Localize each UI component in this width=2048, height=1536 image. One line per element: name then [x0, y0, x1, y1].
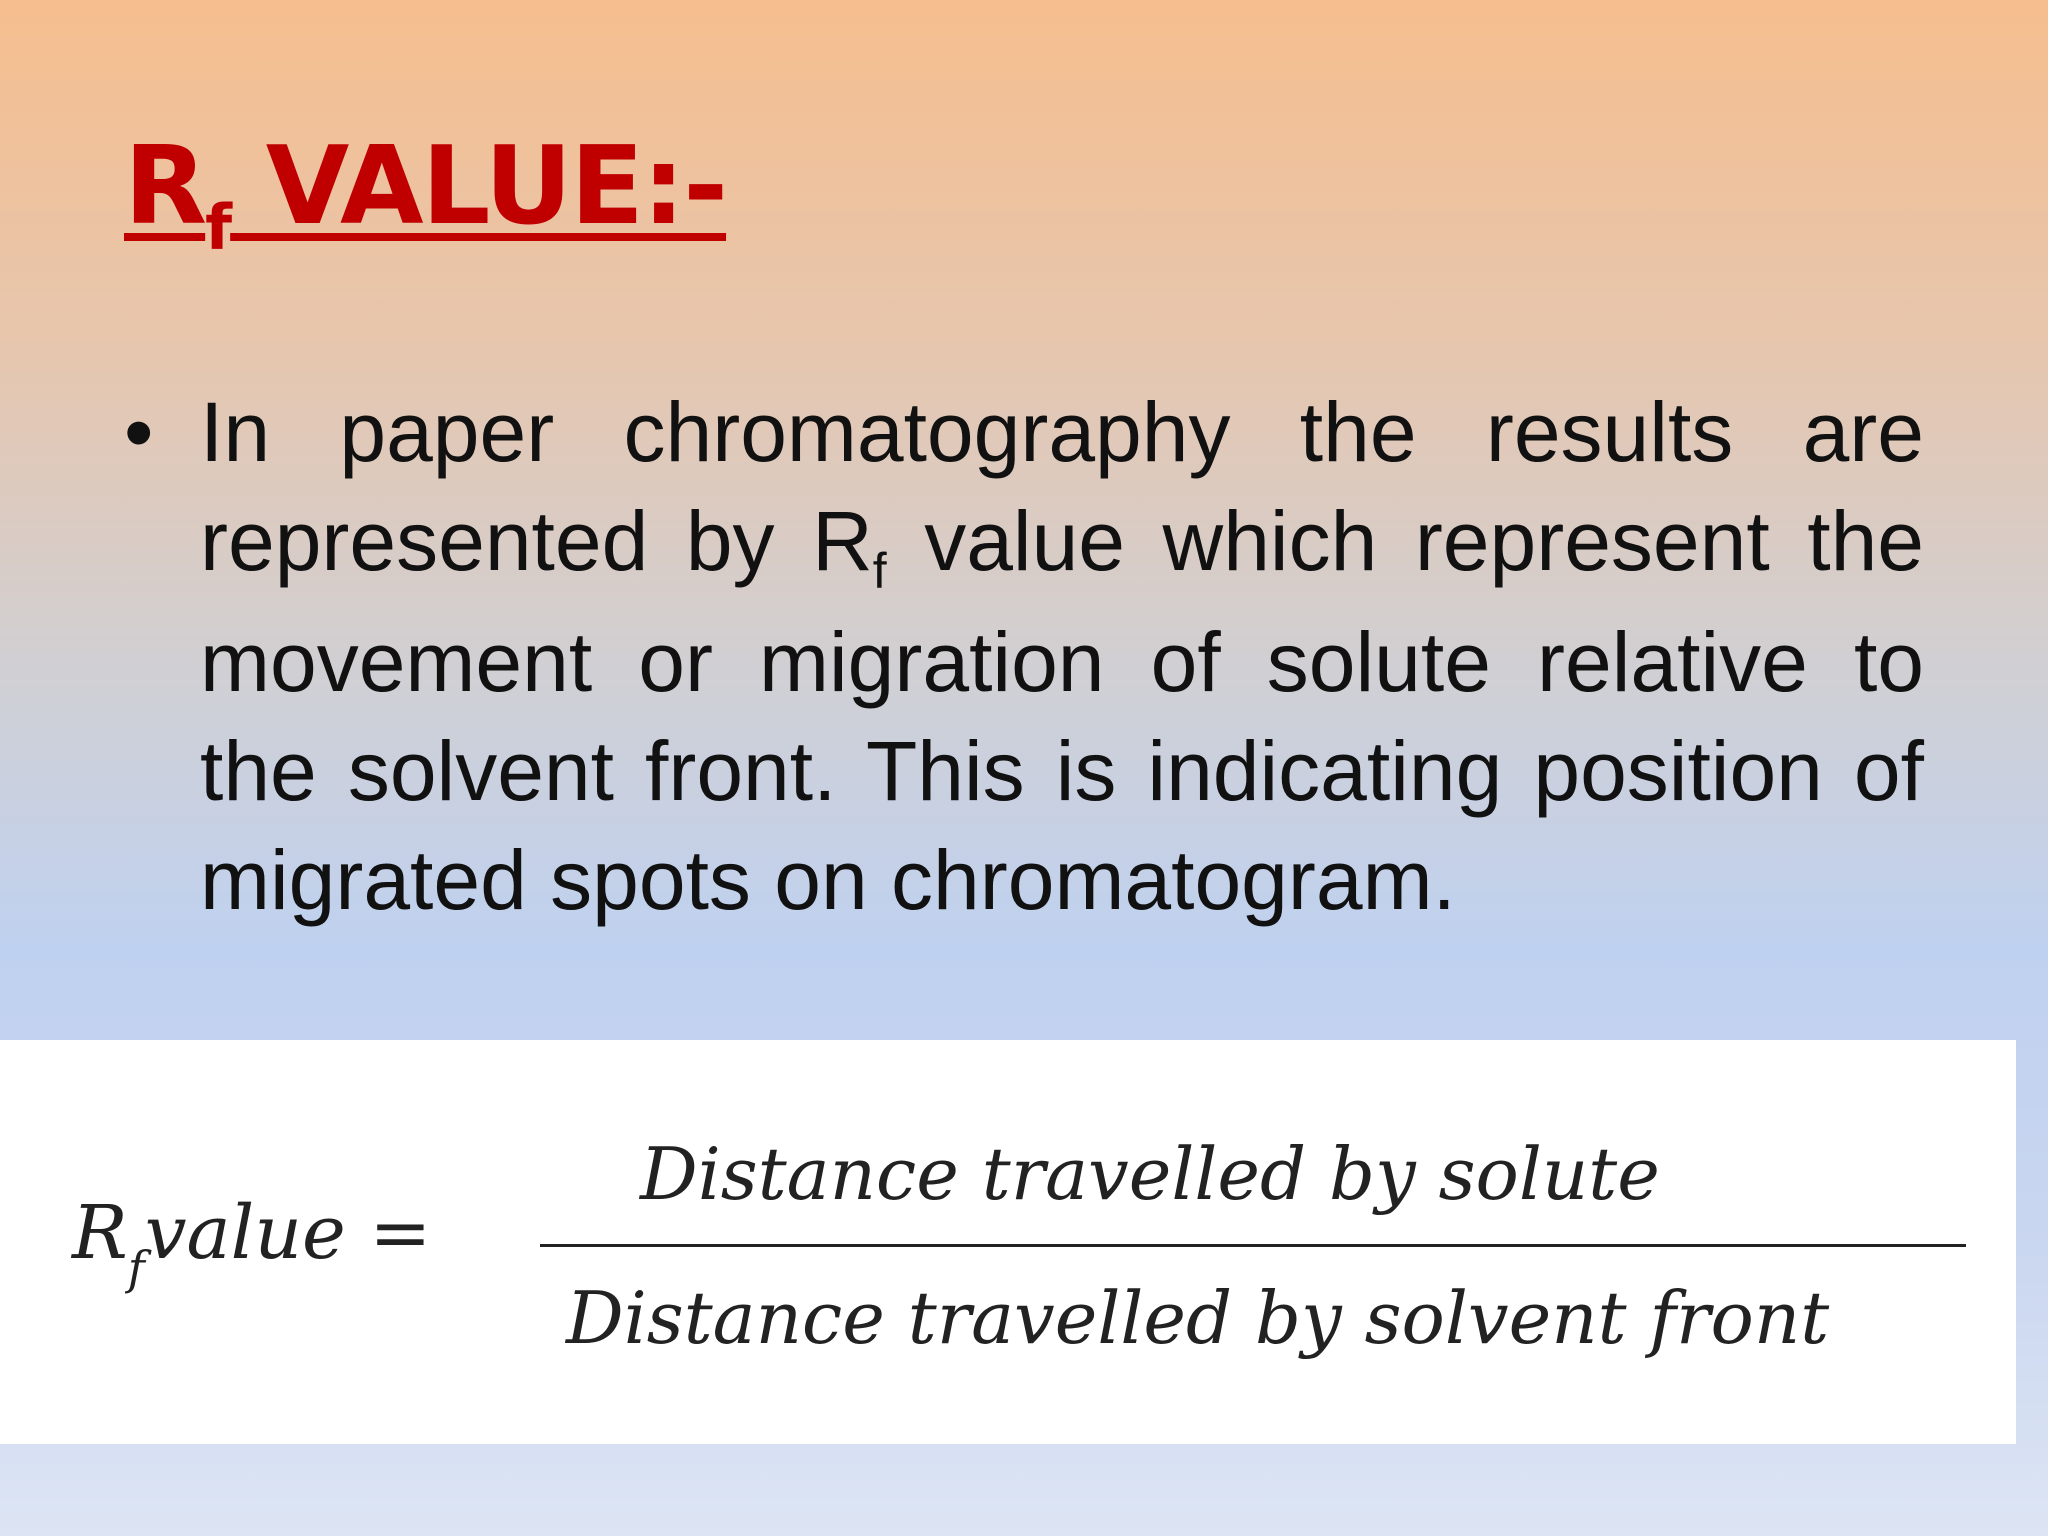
bullet-text-after: value which represent the movement or migration of solute relative to the solvent front. This is indicating position of migrated spots on chromatogram. [200, 494, 1924, 927]
bullet-text [200, 378, 1924, 935]
title-r: R [124, 124, 206, 249]
bullet-text-before: In paper chromatography the results are represented by R [200, 385, 1924, 588]
bullet-subscript: f [872, 543, 887, 599]
slide-title [124, 124, 727, 264]
title-suffix: VALUE:- [230, 124, 727, 249]
formula-value-text: value = [144, 1190, 432, 1276]
formula-panel [0, 1040, 2016, 1444]
fraction-bar [540, 1244, 1966, 1247]
bullet-item [124, 378, 1924, 935]
formula-subscript: f [127, 1241, 145, 1295]
bullet-marker: • [124, 385, 154, 479]
formula-lhs [72, 1190, 432, 1295]
formula-denominator: Distance travelled by solvent front [566, 1276, 1830, 1360]
formula-numerator: Distance travelled by solute [640, 1132, 1660, 1216]
bullet-list [124, 378, 1924, 935]
formula-r: R [72, 1190, 128, 1276]
title-subscript: f [205, 191, 231, 264]
